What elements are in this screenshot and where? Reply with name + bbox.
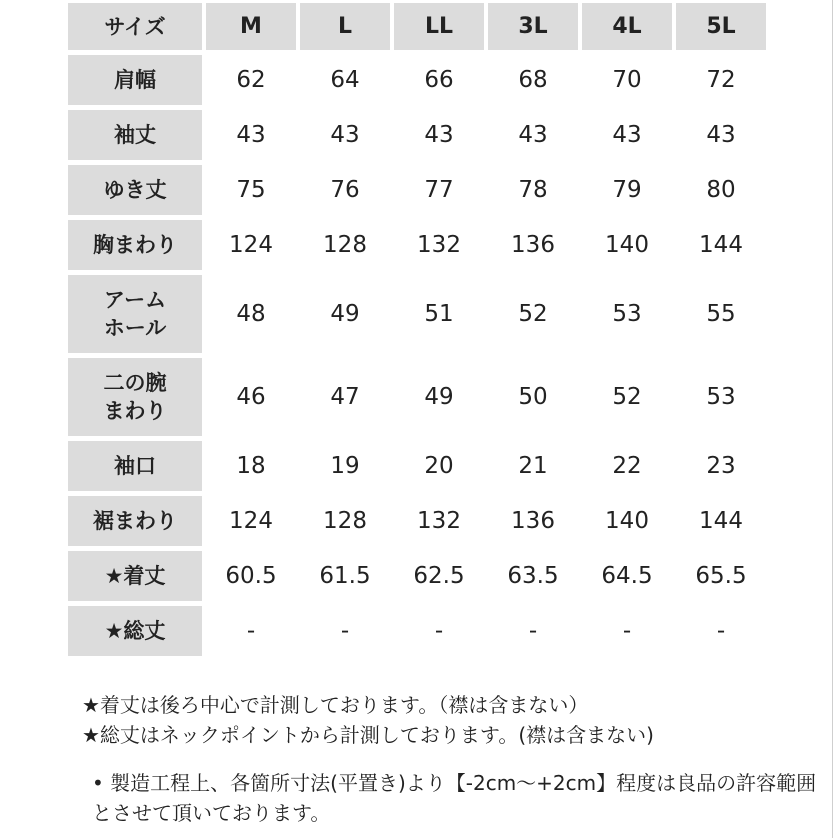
cell-value: 53 (612, 301, 642, 327)
cell-value: 21 (518, 453, 548, 479)
cell-value: 144 (699, 232, 743, 258)
cell-value: 43 (518, 122, 548, 148)
cell-value: 68 (518, 67, 548, 93)
note-tolerance: • 製造工程上、各箇所寸法(平置き)より【-2cm～+2cm】程度は良品の許容範囲とさせて頂いております。 (92, 771, 817, 825)
size-header-label: サイズ (68, 3, 202, 50)
cell-value: 128 (323, 232, 367, 258)
cell-value: 65.5 (695, 563, 747, 589)
cell-value: - (246, 618, 256, 644)
cell-value: 76 (330, 177, 360, 203)
cell-value: 61.5 (319, 563, 371, 589)
size-header-4L: 4L (582, 3, 672, 50)
cell-value: 22 (612, 453, 642, 479)
cell-value: 49 (330, 301, 360, 327)
cell-value: 23 (706, 453, 736, 479)
notes (82, 690, 822, 828)
note-kitake: ★着丈は後ろ中心で計測しております。（襟は含まない） (82, 693, 589, 717)
row-label: 裾まわり (68, 496, 202, 546)
cell-value: 136 (511, 232, 555, 258)
cell-value: 70 (612, 67, 642, 93)
cell-value: 80 (706, 177, 736, 203)
cell-value: 53 (706, 384, 736, 410)
table-row (68, 358, 766, 436)
size-header-5L: 5L (676, 3, 766, 50)
cell-value: 50 (518, 384, 548, 410)
table-row (68, 110, 766, 160)
cell-value: 46 (236, 384, 266, 410)
header-row (68, 3, 766, 50)
cell-value: 43 (706, 122, 736, 148)
cell-value: 47 (330, 384, 360, 410)
cell-value: 18 (236, 453, 266, 479)
cell-value: 52 (518, 301, 548, 327)
cell-value: 43 (330, 122, 360, 148)
cell-value: 52 (612, 384, 642, 410)
cell-value: 20 (424, 453, 454, 479)
row-label: 肩幅 (68, 55, 202, 105)
cell-value: 124 (229, 232, 273, 258)
row-label: アーム ホール (68, 275, 202, 353)
table-row (68, 165, 766, 215)
row-label: 胸まわり (68, 220, 202, 270)
cell-value: 144 (699, 508, 743, 534)
cell-value: - (340, 618, 350, 644)
size-chart-table (64, 0, 770, 661)
table-row (68, 220, 766, 270)
cell-value: 43 (236, 122, 266, 148)
cell-value: 132 (417, 508, 461, 534)
row-label: ★着丈 (68, 551, 202, 601)
cell-value: 140 (605, 232, 649, 258)
cell-value: 55 (706, 301, 736, 327)
table-row (68, 606, 766, 656)
cell-value: - (528, 618, 538, 644)
cell-value: 49 (424, 384, 454, 410)
cell-value: 78 (518, 177, 548, 203)
table-row (68, 55, 766, 105)
cell-value: 43 (612, 122, 642, 148)
cell-value: 63.5 (507, 563, 559, 589)
row-label: 袖口 (68, 441, 202, 491)
cell-value: 72 (706, 67, 736, 93)
size-header-3L: 3L (488, 3, 578, 50)
table-row (68, 275, 766, 353)
cell-value: 128 (323, 508, 367, 534)
cell-value: - (716, 618, 726, 644)
cell-value: 19 (330, 453, 360, 479)
cell-value: - (434, 618, 444, 644)
cell-value: 64 (330, 67, 360, 93)
cell-value: 66 (424, 67, 454, 93)
cell-value: 51 (424, 301, 454, 327)
cell-value: 140 (605, 508, 649, 534)
cell-value: 75 (236, 177, 266, 203)
cell-value: 62.5 (413, 563, 465, 589)
cell-value: 43 (424, 122, 454, 148)
cell-value: 77 (424, 177, 454, 203)
row-label: ゆき丈 (68, 165, 202, 215)
cell-value: 64.5 (601, 563, 653, 589)
cell-value: 124 (229, 508, 273, 534)
row-label: 袖丈 (68, 110, 202, 160)
cell-value: 48 (236, 301, 266, 327)
row-label: 二の腕 まわり (68, 358, 202, 436)
table-row (68, 496, 766, 546)
cell-value: 136 (511, 508, 555, 534)
note-soutake: ★総丈はネックポイントから計測しております。(襟は含まない) (82, 723, 654, 747)
table-row (68, 441, 766, 491)
cell-value: 132 (417, 232, 461, 258)
cell-value: 62 (236, 67, 266, 93)
right-border (832, 0, 833, 838)
cell-value: 79 (612, 177, 642, 203)
cell-value: - (622, 618, 632, 644)
size-header-LL: LL (394, 3, 484, 50)
size-header-M: M (206, 3, 296, 50)
table-row (68, 551, 766, 601)
row-label: ★総丈 (68, 606, 202, 656)
size-header-L: L (300, 3, 390, 50)
cell-value: 60.5 (225, 563, 277, 589)
